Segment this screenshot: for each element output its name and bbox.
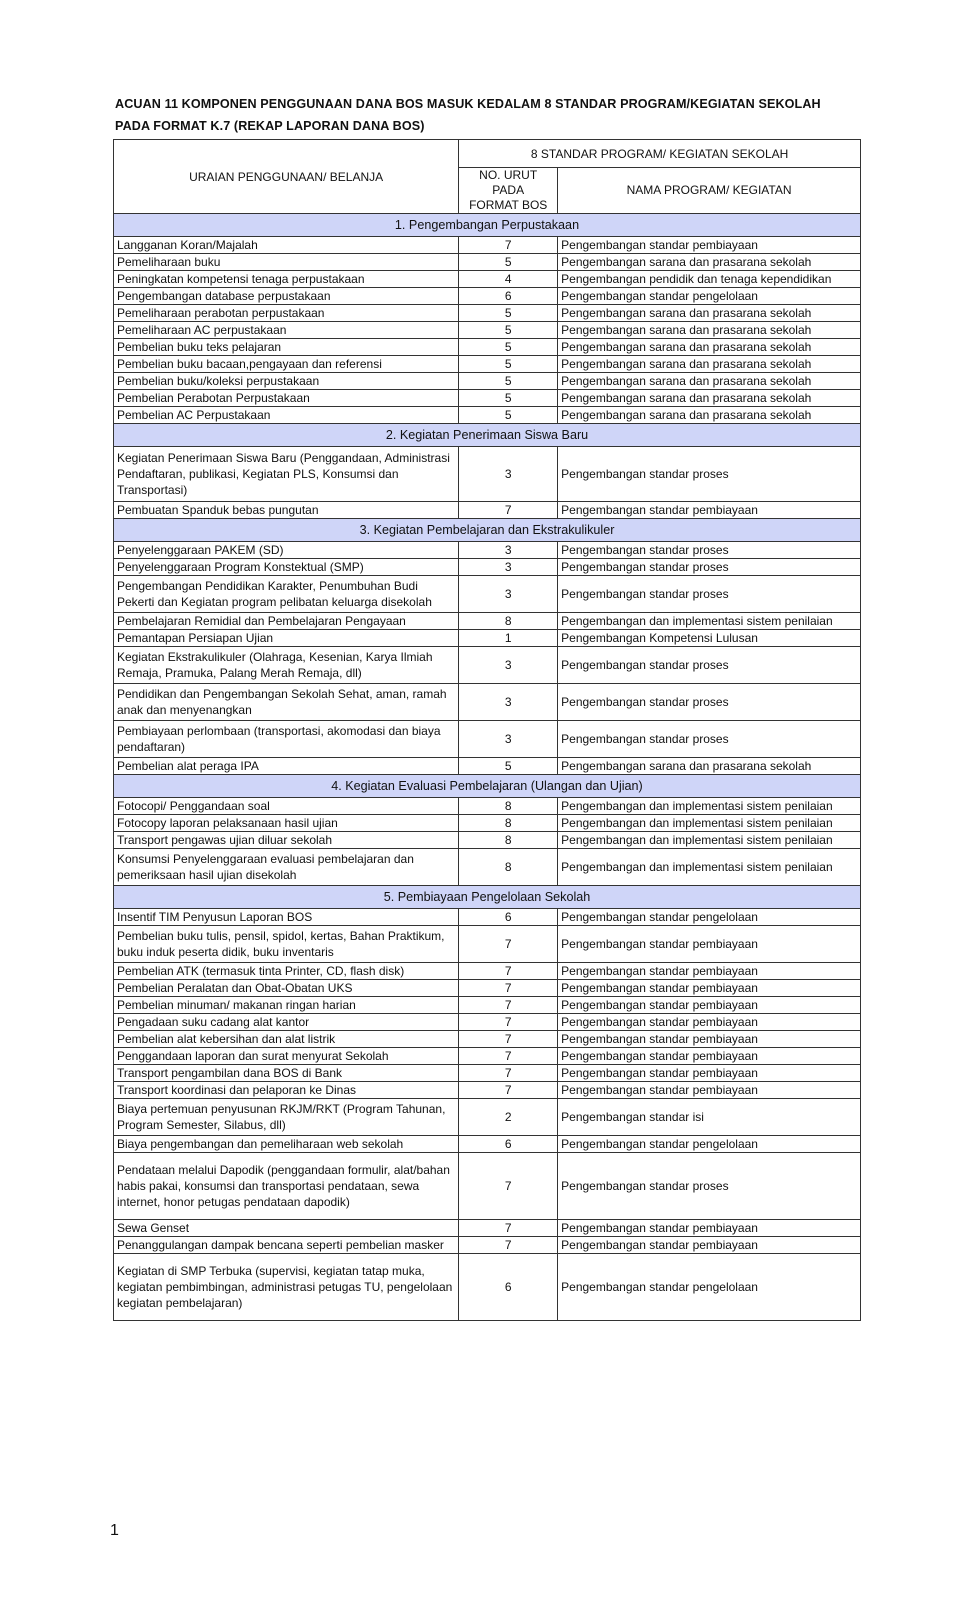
cell-no-urut: 5 bbox=[459, 339, 558, 356]
table-row bbox=[114, 407, 861, 424]
cell-no-urut: 7 bbox=[459, 926, 558, 963]
cell-uraian: Pembelian Perabotan Perpustakaan bbox=[114, 390, 459, 407]
cell-nama-program: Pengembangan sarana dan prasarana sekolah bbox=[558, 407, 861, 424]
cell-uraian: Pemantapan Persiapan Ujian bbox=[114, 630, 459, 647]
table-row bbox=[114, 1082, 861, 1099]
table-row bbox=[114, 849, 861, 886]
cell-uraian: Pembelajaran Remidial dan Pembelajaran Pengayaan bbox=[114, 613, 459, 630]
header-standar: 8 STANDAR PROGRAM/ KEGIATAN SEKOLAH bbox=[459, 140, 861, 168]
cell-no-urut: 3 bbox=[459, 447, 558, 502]
cell-nama-program: Pengembangan standar pembiayaan bbox=[558, 1220, 861, 1237]
cell-nama-program: Pengembangan standar pembiayaan bbox=[558, 502, 861, 519]
table-row bbox=[114, 254, 861, 271]
cell-nama-program: Pengembangan standar pembiayaan bbox=[558, 926, 861, 963]
cell-no-urut: 5 bbox=[459, 356, 558, 373]
cell-no-urut: 6 bbox=[459, 909, 558, 926]
cell-no-urut: 7 bbox=[459, 997, 558, 1014]
title-line-1: ACUAN 11 KOMPONEN PENGGUNAAN DANA BOS MASUK KEDALAM 8 STANDAR PROGRAM/KEGIATAN SEKOLAH bbox=[115, 97, 821, 111]
table-row bbox=[114, 576, 861, 613]
cell-nama-program: Pengembangan standar pengelolaan bbox=[558, 1254, 861, 1321]
cell-nama-program: Pengembangan standar isi bbox=[558, 1099, 861, 1136]
cell-nama-program: Pengembangan standar pembiayaan bbox=[558, 1237, 861, 1254]
cell-no-urut: 5 bbox=[459, 373, 558, 390]
cell-uraian: Pembelian AC Perpustakaan bbox=[114, 407, 459, 424]
cell-uraian: Pembelian Peralatan dan Obat-Obatan UKS bbox=[114, 980, 459, 997]
table-row bbox=[114, 980, 861, 997]
cell-uraian: Biaya pengembangan dan pemeliharaan web sekolah bbox=[114, 1136, 459, 1153]
section-header bbox=[114, 424, 861, 447]
cell-no-urut: 7 bbox=[459, 1014, 558, 1031]
table-row bbox=[114, 542, 861, 559]
table-row bbox=[114, 613, 861, 630]
cell-no-urut: 5 bbox=[459, 390, 558, 407]
cell-no-urut: 8 bbox=[459, 613, 558, 630]
table-row bbox=[114, 1220, 861, 1237]
table-row bbox=[114, 502, 861, 519]
cell-no-urut: 5 bbox=[459, 758, 558, 775]
cell-uraian: Pemeliharaan perabotan perpustakaan bbox=[114, 305, 459, 322]
cell-uraian: Pengadaan suku cadang alat kantor bbox=[114, 1014, 459, 1031]
header-no-urut-line1: NO. URUT PADA bbox=[479, 168, 538, 197]
table-row bbox=[114, 1237, 861, 1254]
cell-nama-program: Pengembangan sarana dan prasarana sekolah bbox=[558, 373, 861, 390]
cell-nama-program: Pengembangan sarana dan prasarana sekolah bbox=[558, 339, 861, 356]
table-row bbox=[114, 997, 861, 1014]
table-row bbox=[114, 832, 861, 849]
cell-nama-program: Pengembangan standar pembiayaan bbox=[558, 1048, 861, 1065]
section-title: 2. Kegiatan Penerimaan Siswa Baru bbox=[114, 424, 861, 447]
table-row bbox=[114, 1099, 861, 1136]
cell-nama-program: Pengembangan pendidik dan tenaga kependidikan bbox=[558, 271, 861, 288]
cell-nama-program: Pengembangan standar pembiayaan bbox=[558, 997, 861, 1014]
table-row bbox=[114, 647, 861, 684]
table-row bbox=[114, 271, 861, 288]
table-row bbox=[114, 1014, 861, 1031]
cell-no-urut: 7 bbox=[459, 980, 558, 997]
cell-nama-program: Pengembangan dan implementasi sistem penilaian bbox=[558, 832, 861, 849]
cell-uraian: Fotocopy laporan pelaksanaan hasil ujian bbox=[114, 815, 459, 832]
cell-uraian: Pembuatan Spanduk bebas pungutan bbox=[114, 502, 459, 519]
cell-uraian: Kegiatan Penerimaan Siswa Baru (Penggandaan, Administrasi Pendaftaran, publikasi, Kegiatan PLS, Konsumsi dan Transportasi) bbox=[114, 447, 459, 502]
cell-no-urut: 7 bbox=[459, 1082, 558, 1099]
table-row bbox=[114, 815, 861, 832]
cell-uraian: Pembelian ATK (termasuk tinta Printer, CD, flash disk) bbox=[114, 963, 459, 980]
cell-uraian: Transport pengambilan dana BOS di Bank bbox=[114, 1065, 459, 1082]
cell-nama-program: Pengembangan sarana dan prasarana sekolah bbox=[558, 322, 861, 339]
table-row bbox=[114, 1048, 861, 1065]
section-title: 3. Kegiatan Pembelajaran dan Ekstrakulikuler bbox=[114, 519, 861, 542]
cell-nama-program: Pengembangan dan implementasi sistem penilaian bbox=[558, 815, 861, 832]
cell-uraian: Pengembangan Pendidikan Karakter, Penumbuhan Budi Pekerti dan Kegiatan program pelibatan keluarga disekolah bbox=[114, 576, 459, 613]
header-uraian: URAIAN PENGGUNAAN/ BELANJA bbox=[114, 140, 459, 214]
table-row bbox=[114, 1136, 861, 1153]
cell-nama-program: Pengembangan standar proses bbox=[558, 721, 861, 758]
cell-nama-program: Pengembangan standar pengelolaan bbox=[558, 1136, 861, 1153]
table-row bbox=[114, 1065, 861, 1082]
section-header bbox=[114, 214, 861, 237]
table-row bbox=[114, 356, 861, 373]
cell-nama-program: Pengembangan dan implementasi sistem penilaian bbox=[558, 798, 861, 815]
cell-nama-program: Pengembangan standar proses bbox=[558, 542, 861, 559]
cell-no-urut: 7 bbox=[459, 1048, 558, 1065]
table-row bbox=[114, 1031, 861, 1048]
cell-no-urut: 5 bbox=[459, 322, 558, 339]
cell-nama-program: Pengembangan standar proses bbox=[558, 559, 861, 576]
cell-no-urut: 8 bbox=[459, 798, 558, 815]
cell-no-urut: 6 bbox=[459, 1136, 558, 1153]
cell-uraian: Konsumsi Penyelenggaraan evaluasi pembelajaran dan pemeriksaan hasil ujian disekolah bbox=[114, 849, 459, 886]
cell-nama-program: Pengembangan sarana dan prasarana sekolah bbox=[558, 390, 861, 407]
cell-no-urut: 3 bbox=[459, 559, 558, 576]
cell-uraian: Transport koordinasi dan pelaporan ke Dinas bbox=[114, 1082, 459, 1099]
cell-nama-program: Pengembangan sarana dan prasarana sekolah bbox=[558, 254, 861, 271]
table-row bbox=[114, 909, 861, 926]
cell-no-urut: 3 bbox=[459, 721, 558, 758]
cell-nama-program: Pengembangan sarana dan prasarana sekolah bbox=[558, 356, 861, 373]
cell-uraian: Pembiayaan perlombaan (transportasi, akomodasi dan biaya pendaftaran) bbox=[114, 721, 459, 758]
cell-nama-program: Pengembangan standar pembiayaan bbox=[558, 1031, 861, 1048]
cell-uraian: Insentif TIM Penyusun Laporan BOS bbox=[114, 909, 459, 926]
cell-uraian: Pembelian alat kebersihan dan alat listrik bbox=[114, 1031, 459, 1048]
table-row bbox=[114, 1153, 861, 1220]
cell-uraian: Pendidikan dan Pengembangan Sekolah Sehat, aman, ramah anak dan menyenangkan bbox=[114, 684, 459, 721]
section-title: 4. Kegiatan Evaluasi Pembelajaran (Ulangan dan Ujian) bbox=[114, 775, 861, 798]
cell-no-urut: 5 bbox=[459, 254, 558, 271]
cell-uraian: Pendataan melalui Dapodik (penggandaan formulir, alat/bahan habis pakai, konsumsi dan transportasi pendataan, sewa internet, honor petugas pendataan dapodik) bbox=[114, 1153, 459, 1220]
table-row bbox=[114, 305, 861, 322]
table-row bbox=[114, 684, 861, 721]
page-number: 1 bbox=[110, 1522, 119, 1539]
table-row bbox=[114, 630, 861, 647]
table-row bbox=[114, 963, 861, 980]
table-row bbox=[114, 288, 861, 305]
cell-no-urut: 3 bbox=[459, 684, 558, 721]
cell-uraian: Pemeliharaan buku bbox=[114, 254, 459, 271]
table-row bbox=[114, 390, 861, 407]
cell-nama-program: Pengembangan standar pembiayaan bbox=[558, 237, 861, 254]
cell-nama-program: Pengembangan standar pembiayaan bbox=[558, 963, 861, 980]
cell-nama-program: Pengembangan standar pembiayaan bbox=[558, 1014, 861, 1031]
cell-no-urut: 3 bbox=[459, 576, 558, 613]
section-title: 5. Pembiayaan Pengelolaan Sekolah bbox=[114, 886, 861, 909]
table-row bbox=[114, 926, 861, 963]
cell-no-urut: 7 bbox=[459, 963, 558, 980]
table-row bbox=[114, 559, 861, 576]
cell-uraian: Pengembangan database perpustakaan bbox=[114, 288, 459, 305]
cell-no-urut: 5 bbox=[459, 305, 558, 322]
cell-uraian: Penyelenggaraan PAKEM (SD) bbox=[114, 542, 459, 559]
cell-uraian: Pembelian buku bacaan,pengayaan dan referensi bbox=[114, 356, 459, 373]
cell-nama-program: Pengembangan standar pembiayaan bbox=[558, 1082, 861, 1099]
section-header bbox=[114, 775, 861, 798]
cell-no-urut: 7 bbox=[459, 237, 558, 254]
cell-no-urut: 7 bbox=[459, 1220, 558, 1237]
cell-nama-program: Pengembangan standar proses bbox=[558, 684, 861, 721]
cell-uraian: Pembelian minuman/ makanan ringan harian bbox=[114, 997, 459, 1014]
section-header bbox=[114, 519, 861, 542]
table-row bbox=[114, 1254, 861, 1321]
cell-uraian: Fotocopi/ Penggandaan soal bbox=[114, 798, 459, 815]
table-row bbox=[114, 758, 861, 775]
cell-uraian: Sewa Genset bbox=[114, 1220, 459, 1237]
table-body bbox=[114, 214, 861, 1321]
cell-no-urut: 7 bbox=[459, 1153, 558, 1220]
cell-uraian: Kegiatan Ekstrakulikuler (Olahraga, Kesenian, Karya Ilmiah Remaja, Pramuka, Palang Merah Remaja, dll) bbox=[114, 647, 459, 684]
table-row bbox=[114, 447, 861, 502]
header-no-urut-line2: FORMAT BOS bbox=[469, 198, 548, 212]
table-row bbox=[114, 322, 861, 339]
cell-no-urut: 3 bbox=[459, 647, 558, 684]
cell-no-urut: 2 bbox=[459, 1099, 558, 1136]
cell-nama-program: Pengembangan dan implementasi sistem penilaian bbox=[558, 613, 861, 630]
cell-uraian: Peningkatan kompetensi tenaga perpustakaan bbox=[114, 271, 459, 288]
cell-no-urut: 7 bbox=[459, 1031, 558, 1048]
cell-uraian: Pembelian buku/koleksi perpustakaan bbox=[114, 373, 459, 390]
cell-no-urut: 4 bbox=[459, 271, 558, 288]
cell-nama-program: Pengembangan dan implementasi sistem penilaian bbox=[558, 849, 861, 886]
header-nama-program: NAMA PROGRAM/ KEGIATAN bbox=[558, 168, 861, 214]
table-row bbox=[114, 721, 861, 758]
cell-no-urut: 8 bbox=[459, 849, 558, 886]
document-title bbox=[115, 93, 875, 137]
cell-uraian: Transport pengawas ujian diluar sekolah bbox=[114, 832, 459, 849]
cell-nama-program: Pengembangan standar pengelolaan bbox=[558, 288, 861, 305]
cell-no-urut: 7 bbox=[459, 1065, 558, 1082]
cell-nama-program: Pengembangan Kompetensi Lulusan bbox=[558, 630, 861, 647]
cell-no-urut: 8 bbox=[459, 815, 558, 832]
cell-uraian: Biaya pertemuan penyusunan RKJM/RKT (Program Tahunan, Program Semester, Silabus, dll) bbox=[114, 1099, 459, 1136]
cell-no-urut: 3 bbox=[459, 542, 558, 559]
table-row bbox=[114, 339, 861, 356]
cell-no-urut: 7 bbox=[459, 502, 558, 519]
recap-table bbox=[113, 139, 861, 1321]
cell-uraian: Penggandaan laporan dan surat menyurat Sekolah bbox=[114, 1048, 459, 1065]
cell-nama-program: Pengembangan standar pembiayaan bbox=[558, 1065, 861, 1082]
cell-uraian: Pemeliharaan AC perpustakaan bbox=[114, 322, 459, 339]
cell-nama-program: Pengembangan standar proses bbox=[558, 447, 861, 502]
header-no-urut bbox=[459, 168, 558, 214]
cell-no-urut: 6 bbox=[459, 1254, 558, 1321]
cell-no-urut: 7 bbox=[459, 1237, 558, 1254]
cell-nama-program: Pengembangan standar pengelolaan bbox=[558, 909, 861, 926]
cell-uraian: Pembelian buku tulis, pensil, spidol, kertas, Bahan Praktikum, buku induk peserta didik, buku inventaris bbox=[114, 926, 459, 963]
table-row bbox=[114, 373, 861, 390]
cell-nama-program: Pengembangan standar proses bbox=[558, 647, 861, 684]
cell-no-urut: 8 bbox=[459, 832, 558, 849]
cell-no-urut: 1 bbox=[459, 630, 558, 647]
cell-nama-program: Pengembangan standar proses bbox=[558, 1153, 861, 1220]
table-row bbox=[114, 798, 861, 815]
title-line-2: PADA FORMAT K.7 (REKAP LAPORAN DANA BOS) bbox=[115, 119, 425, 133]
cell-no-urut: 6 bbox=[459, 288, 558, 305]
cell-nama-program: Pengembangan sarana dan prasarana sekolah bbox=[558, 758, 861, 775]
cell-uraian: Langganan Koran/Majalah bbox=[114, 237, 459, 254]
cell-no-urut: 5 bbox=[459, 407, 558, 424]
cell-uraian: Pembelian buku teks pelajaran bbox=[114, 339, 459, 356]
cell-uraian: Penyelenggaraan Program Konstektual (SMP) bbox=[114, 559, 459, 576]
cell-uraian: Pembelian alat peraga IPA bbox=[114, 758, 459, 775]
table-row bbox=[114, 237, 861, 254]
cell-nama-program: Pengembangan sarana dan prasarana sekolah bbox=[558, 305, 861, 322]
cell-uraian: Penanggulangan dampak bencana seperti pembelian masker bbox=[114, 1237, 459, 1254]
section-title: 1. Pengembangan Perpustakaan bbox=[114, 214, 861, 237]
cell-nama-program: Pengembangan standar proses bbox=[558, 576, 861, 613]
cell-uraian: Kegiatan di SMP Terbuka (supervisi, kegiatan tatap muka, kegiatan pembimbingan, administrasi petugas TU, pengelolaan kegiatan pembelajaran) bbox=[114, 1254, 459, 1321]
section-header bbox=[114, 886, 861, 909]
cell-nama-program: Pengembangan standar pembiayaan bbox=[558, 980, 861, 997]
